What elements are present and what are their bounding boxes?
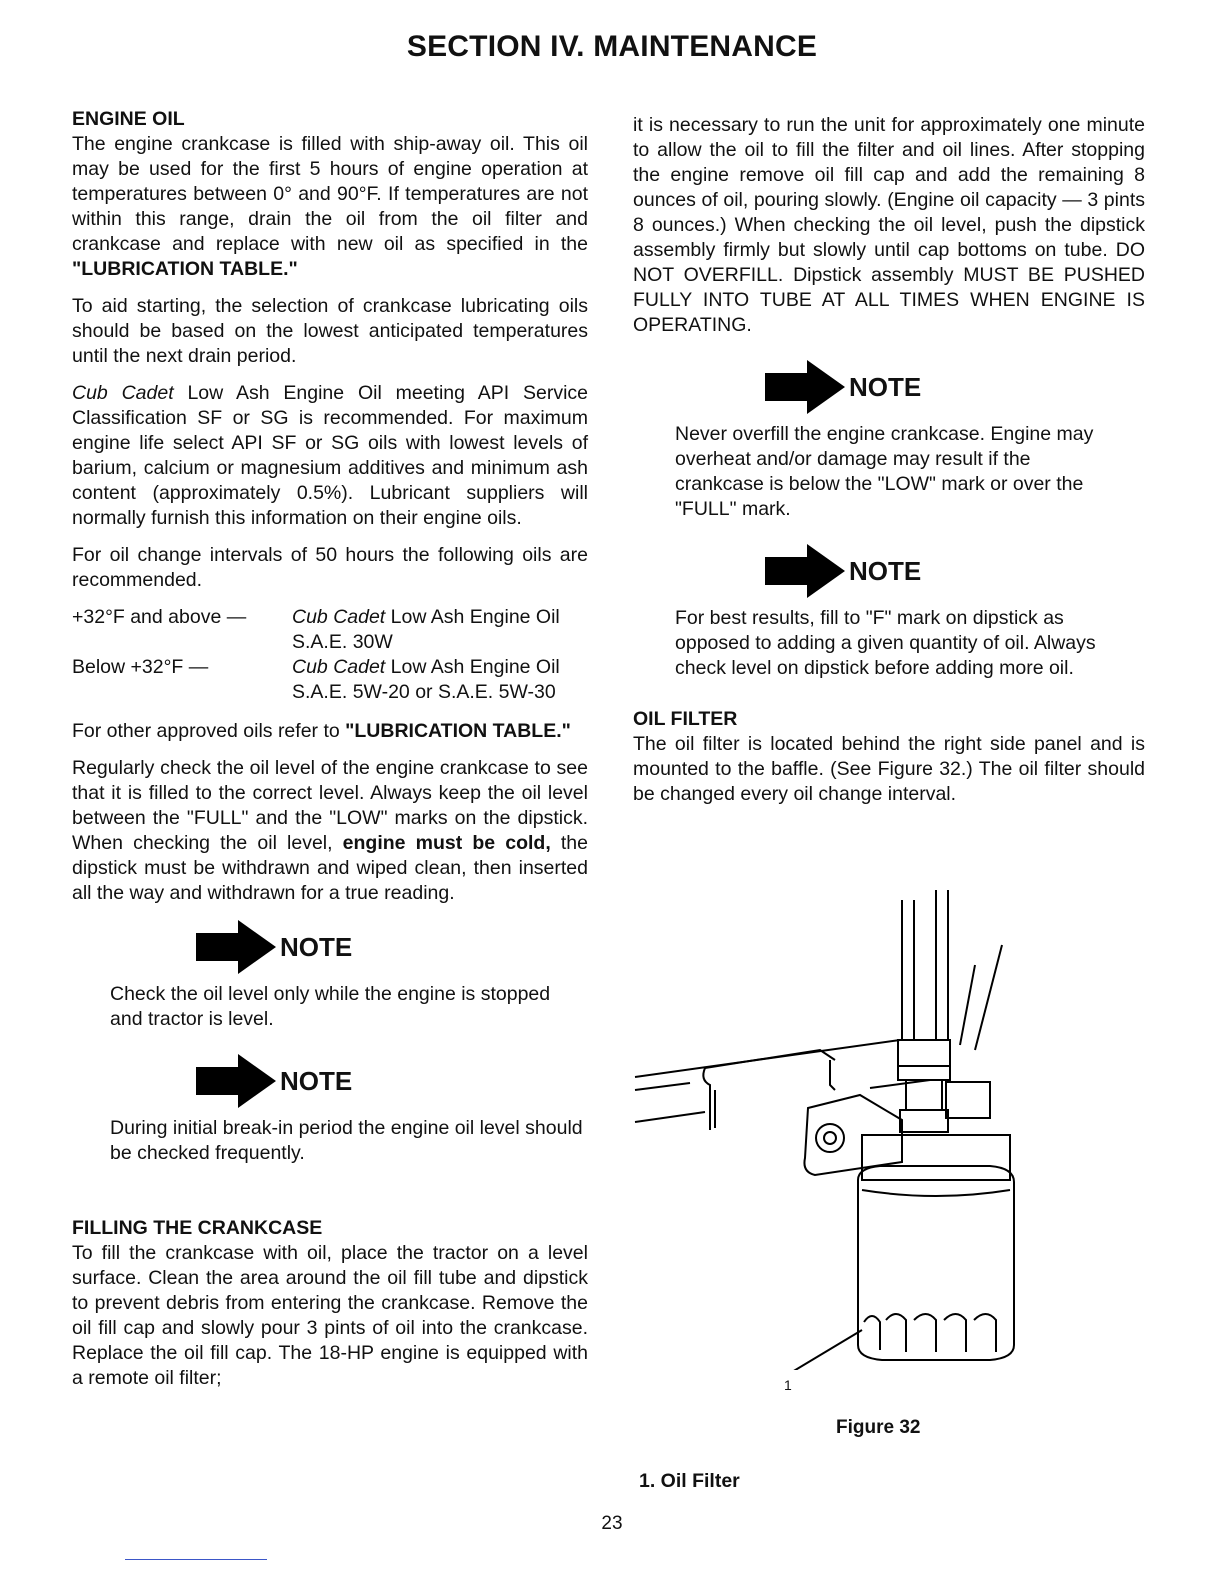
arrow-right-icon: [196, 1054, 276, 1108]
engine-oil-paragraph-1: The engine crankcase is filled with ship-away oil. This oil may be used for the first 5 hours of engine operation at temperatures between 0° and 90°F. If temperatures are not within this range, drain the oil from the oil filter and crankcase and replace with new oil as specified in the "LUBRICATION TABLE.": [72, 133, 588, 280]
left-column: [72, 107, 588, 1391]
engine-oil-heading: ENGINE OIL: [72, 108, 185, 130]
table-row: [72, 605, 588, 655]
oil-filter-heading: OIL FILTER: [633, 708, 738, 730]
engine-oil-paragraph-5: For other approved oils refer to "LUBRICATION TABLE.": [72, 720, 571, 742]
oil-recommendation-table: [72, 605, 588, 705]
arrow-right-icon: [765, 544, 845, 598]
note-text: Never overfill the engine crankcase. Engine may overheat and/or damage may result if the crankcase is below the "LOW" mark or over the "FULL" mark.: [675, 423, 1094, 520]
note-label: NOTE: [280, 1065, 353, 1096]
footer-rule: [125, 1559, 267, 1560]
oil-spec: Cub Cadet Low Ash Engine Oil S.A.E. 5W-20 or S.A.E. 5W-30: [292, 656, 560, 703]
table-row: [72, 655, 588, 705]
figure-legend-item: 1. Oil Filter: [639, 1470, 740, 1492]
engine-oil-paragraph-3: Cub Cadet Low Ash Engine Oil meeting API Service Classification SF or SG is recommended. For maximum engine life select API SF or SG oils with lowest levels of barium, calcium or magnesium additives and minimum ash content (approximately 0.5%). Lubricant suppliers will normally furnish this information on their engine oils.: [72, 382, 588, 529]
note-box: [110, 1054, 588, 1166]
oil-filter-text: The oil filter is located behind the right side panel and is mounted to the baffle. (See Figure 32.) The oil filter should be changed every oil change interval.: [633, 733, 1145, 805]
engine-oil-paragraph-2: To aid starting, the selection of crankcase lubricating oils should be based on the lowest anticipated temperatures until the next drain period.: [72, 295, 588, 367]
note-text: During initial break-in period the engine oil level should be checked frequently.: [110, 1117, 583, 1164]
oil-filter-illustration: [630, 890, 1050, 1370]
figure-caption: Figure 32: [836, 1417, 921, 1438]
note-label: NOTE: [849, 371, 922, 402]
filling-crankcase-heading: FILLING THE CRANKCASE: [72, 1217, 323, 1239]
temperature-range: +32°F and above —: [72, 606, 247, 628]
temperature-range: Below +32°F —: [72, 656, 209, 678]
oil-spec: Cub Cadet Low Ash Engine Oil S.A.E. 30W: [292, 606, 560, 653]
note-label: NOTE: [280, 931, 353, 962]
page-title: SECTION IV. MAINTENANCE: [406, 30, 818, 63]
right-column: [633, 113, 1145, 807]
note-text: For best results, fill to "F" mark on dipstick as opposed to adding a given quantity of oil. Always check level on dipstick before adding more oil.: [675, 607, 1096, 679]
note-box: [675, 360, 1145, 522]
engine-oil-paragraph-6: Regularly check the oil level of the engine crankcase to see that it is filled to the correct level. Always keep the oil level between the "FULL" and the "LOW" marks on the dipstick. When checking the oil level, engine must be cold, the dipstick must be withdrawn and wiped clean, then inserted all the way and withdrawn for a true reading.: [72, 757, 588, 904]
figure-callout-number: 1: [784, 1377, 792, 1393]
filling-crankcase-text: To fill the crankcase with oil, place the tractor on a level surface. Clean the area around the oil fill tube and dipstick to prevent debris from entering the crankcase. Remove the oil fill cap and slowly pour 3 pints of oil into the crankcase. Replace the oil fill cap. The 18-HP engine is equipped with a remote oil filter;: [72, 1242, 588, 1389]
note-box: [675, 544, 1145, 681]
continued-text: it is necessary to run the unit for approximately one minute to allow the oil to fill the filter and oil lines. After stopping the engine remove oil fill cap and add the remaining 8 ounces of oil, pouring slowly. (Engine oil capacity — 3 pints 8 ounces.) When checking the oil level, push the dipstick assembly firmly but slowly until cap bottoms on tube. DO NOT OVERFILL. Dipstick assembly MUST BE PUSHED FULLY INTO TUBE AT ALL TIMES WHEN ENGINE IS OPERATING.: [633, 114, 1145, 336]
note-text: Check the oil level only while the engine is stopped and tractor is level.: [110, 983, 551, 1030]
arrow-right-icon: [765, 360, 845, 414]
note-box: [110, 920, 588, 1032]
note-label: NOTE: [849, 555, 922, 586]
arrow-right-icon: [196, 920, 276, 974]
page-number: 23: [601, 1513, 623, 1534]
engine-oil-paragraph-4: For oil change intervals of 50 hours the following oils are recommended.: [72, 544, 588, 591]
